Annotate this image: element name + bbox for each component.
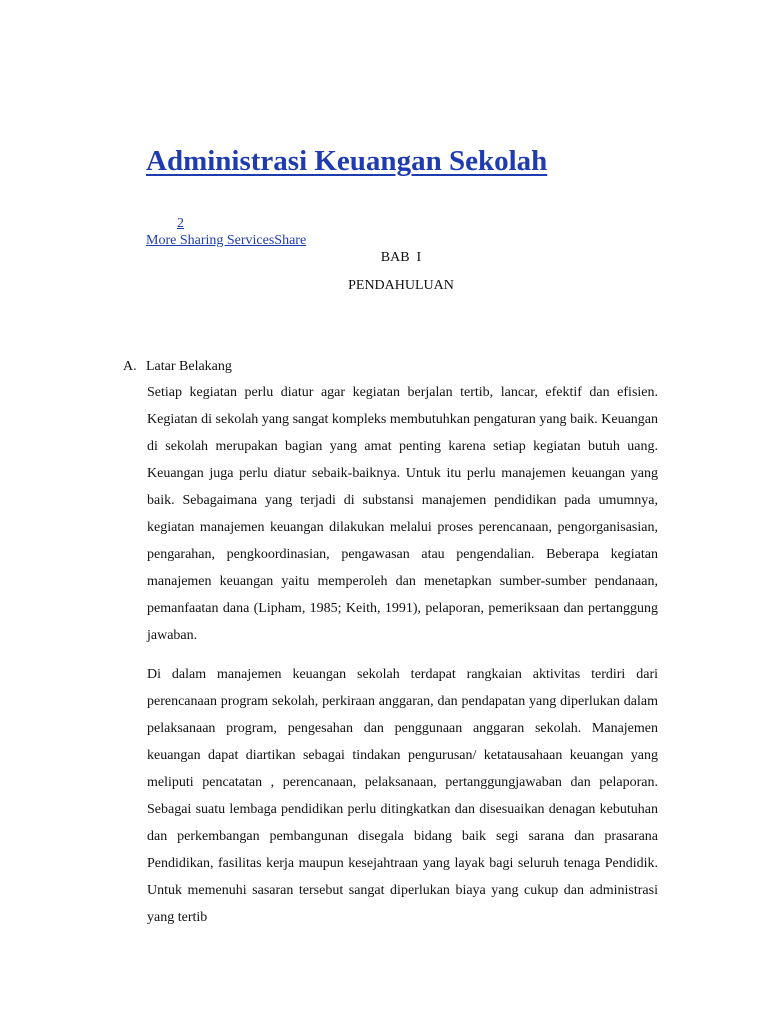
chapter-title: PENDAHULUAN [348, 278, 454, 293]
share-count-link[interactable]: 2 [177, 216, 184, 231]
body-paragraph: Setiap kegiatan perlu diatur agar kegiatan berjalan tertib, lancar, efektif dan efisien. Kegiatan di sekolah yang sangat kompleks membutuhkan pengaturan yang baik. Keuangan di sekolah merupakan bagian yang amat penting karena setiap kegiatan butuh uang. Keuangan juga perlu diatur sebaik-baiknya. Untuk itu perlu manajemen keuangan yang baik. Sebagaimana yang terjadi di substansi manajemen pendidikan pada umumnya, kegiatan manajemen keuangan dilakukan melalui proses perencanaan, pengorganisasian, pengarahan, pengkoordinasian, pengawasan atau pengendalian. Beberapa kegiatan manajemen keuangan yaitu memperoleh dan menetapkan sumber-sumber pendanaan, pemanfaatan dana (Lipham, 1985; Keith, 1991), pelaporan, pemeriksaan dan pertanggung jawaban. [147, 385, 658, 643]
section-marker: A. [123, 359, 137, 374]
chapter-number: BAB I [380, 250, 422, 265]
document-title-link[interactable]: Administrasi Keuangan Sekolah [146, 145, 548, 177]
more-sharing-services-link[interactable]: More Sharing ServicesShare [146, 233, 307, 248]
section-heading [123, 359, 232, 375]
section-heading-text: Latar Belakang [146, 359, 232, 374]
body-paragraph: Di dalam manajemen keuangan sekolah terdapat rangkaian aktivitas terdiri dari perencanaan program sekolah, perkiraan anggaran, dan pendapatan yang diperlukan dalam pelaksanaan program, pengesahan dan penggunaan anggaran sekolah. Manajemen keuangan dapat diartikan sebagai tindakan pengurusan/ ketatausahaan keuangan yang meliputi pencatatan , perencanaan, pelaksanaan, pertanggungjawaban dan pelaporan. Sebagai suatu lembaga pendidikan perlu ditingkatkan dan disesuaikan denagan kebutuhan dan perkembangan pembangunan disegala bidang baik segi sarana dan prasarana Pendidikan, fasilitas kerja maupun kesejahtraan yang layak bagi seluruh tenaga Pendidik. Untuk memenuhi sasaran tersebut sangat diperlukan biaya yang cukup dan administrasi yang tertib [147, 667, 658, 925]
